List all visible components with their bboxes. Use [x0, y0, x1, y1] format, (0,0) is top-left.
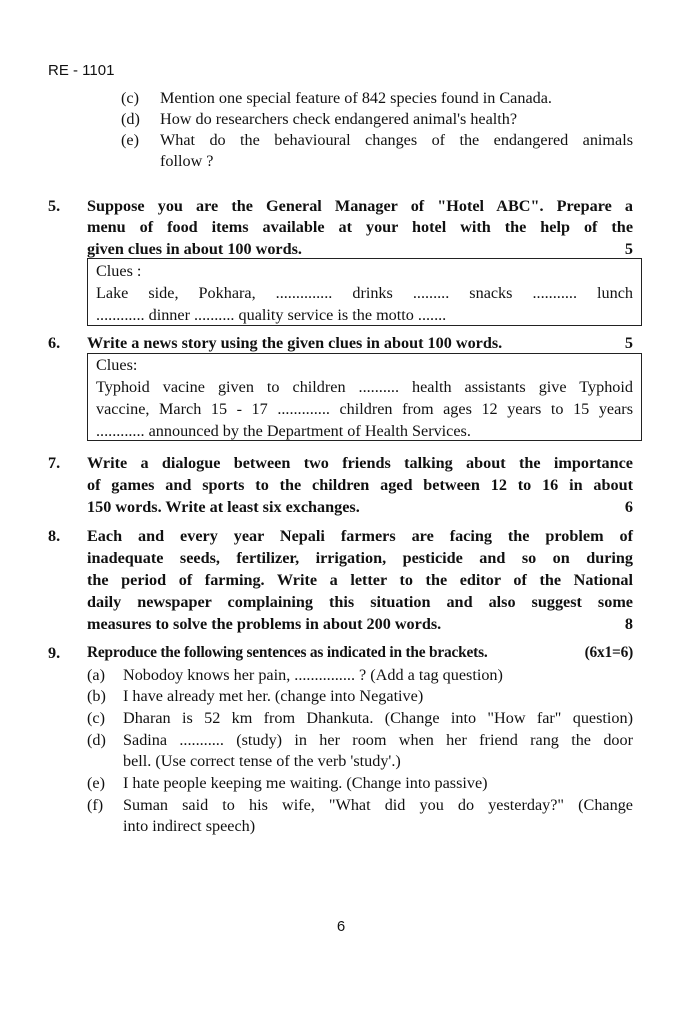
q4-item-letter-e: (e)	[121, 131, 139, 149]
q4-item-text-c: Mention one special feature of 842 species found in Canada.	[160, 89, 552, 107]
q8-marks: 8	[624, 615, 633, 633]
q9-text	[87, 643, 633, 663]
q9-item-text-e: I hate people keeping me waiting. (Change into passive)	[123, 774, 488, 792]
q9-item-text-d-line2: bell. (Use correct tense of the verb 'study'.)	[123, 752, 401, 770]
q5-number: 5.	[48, 197, 61, 215]
q6-marks: 5	[624, 334, 633, 352]
q9-item-letter-e: (e)	[87, 774, 105, 792]
q8-text-line1: Each and every year Nepali farmers are facing the problem of	[87, 527, 633, 545]
q9-item-text-f-line1: Suman said to his wife, "What did you do yesterday?" (Change	[123, 796, 633, 814]
q4-item-letter-d: (d)	[121, 110, 140, 128]
q9-item-text-c: Dharan is 52 km from Dhankuta. (Change into "How far" question)	[123, 709, 633, 727]
q6-text	[87, 333, 633, 353]
q9-item-letter-d: (d)	[87, 731, 106, 749]
q5-clues-title: Clues :	[96, 262, 142, 280]
q8-text-line2: inadequate seeds, fertilizer, irrigation, pesticide and so on during	[87, 549, 633, 567]
q6-clues-title: Clues:	[96, 356, 138, 374]
q9-item-text-d-line1: Sadina ........... (study) in her room when her friend rang the door	[123, 731, 633, 749]
q7-marks: 6	[624, 498, 633, 516]
q4-item-text-d: How do researchers check endangered animal's health?	[160, 110, 518, 128]
q5-text-line2: menu of food items available at your hotel with the help of the	[87, 218, 633, 236]
q6-text-content: Write a news story using the given clues in about 100 words.	[87, 334, 503, 352]
q4-item-letter-c: (c)	[121, 89, 139, 107]
q6-clues-line3: ............ announced by the Department of Health Services.	[96, 422, 471, 440]
q6-number: 6.	[48, 334, 61, 352]
q9-number: 9.	[48, 644, 61, 662]
q5-clues-box	[87, 258, 642, 326]
q7-text-line3	[87, 497, 633, 517]
q6-clues-line2: vaccine, March 15 - 17 ............. children from ages 12 years to 15 years	[96, 400, 633, 418]
page-number: 6	[336, 918, 346, 935]
q8-text-line3: the period of farming. Write a letter to the editor of the National	[87, 571, 633, 589]
q9-item-letter-b: (b)	[87, 687, 106, 705]
q5-text-line3-content: given clues in about 100 words.	[87, 240, 302, 258]
q5-text-line3	[87, 239, 633, 259]
q9-item-text-a: Nobodoy knows her pain, ............... ? (Add a tag question)	[123, 666, 503, 684]
q4-item-text-e-line1: What do the behavioural changes of the endangered animals	[160, 131, 633, 149]
q5-text-line1: Suppose you are the General Manager of "Hotel ABC". Prepare a	[87, 197, 633, 215]
q8-text-line4: daily newspaper complaining this situation and also suggest some	[87, 593, 633, 611]
q8-text-line5	[87, 614, 633, 634]
q5-clues-line1: Lake side, Pokhara, .............. drinks ......... snacks ........... lunch	[96, 284, 633, 302]
q7-number: 7.	[48, 454, 61, 472]
q5-marks: 5	[624, 240, 633, 258]
q9-text-content: Reproduce the following sentences as indicated in the brackets.	[87, 644, 488, 661]
q9-item-text-f-line2: into indirect speech)	[123, 817, 256, 835]
q7-text-line1: Write a dialogue between two friends talking about the importance	[87, 454, 633, 472]
q6-clues-box	[87, 353, 642, 441]
q8-text-line5-content: measures to solve the problems in about 200 words.	[87, 615, 442, 633]
q6-clues-line1: Typhoid vacine given to children .......... health assistants give Typhoid	[96, 378, 633, 396]
q9-item-letter-a: (a)	[87, 666, 105, 684]
q7-text-line2: of games and sports to the children aged between 12 to 16 in about	[87, 476, 633, 494]
q5-clues-line2: ............ dinner .......... quality service is the motto .......	[96, 306, 447, 324]
paper-code: RE - 1101	[48, 62, 115, 79]
q9-item-text-b: I have already met her. (change into Negative)	[123, 687, 424, 705]
q9-item-letter-c: (c)	[87, 709, 105, 727]
q9-marks: (6x1=6)	[584, 644, 633, 661]
q7-text-line3-content: 150 words. Write at least six exchanges.	[87, 498, 360, 516]
q4-item-text-e-line2: follow ?	[160, 152, 214, 170]
q8-number: 8.	[48, 527, 61, 545]
q9-item-letter-f: (f)	[87, 796, 104, 814]
